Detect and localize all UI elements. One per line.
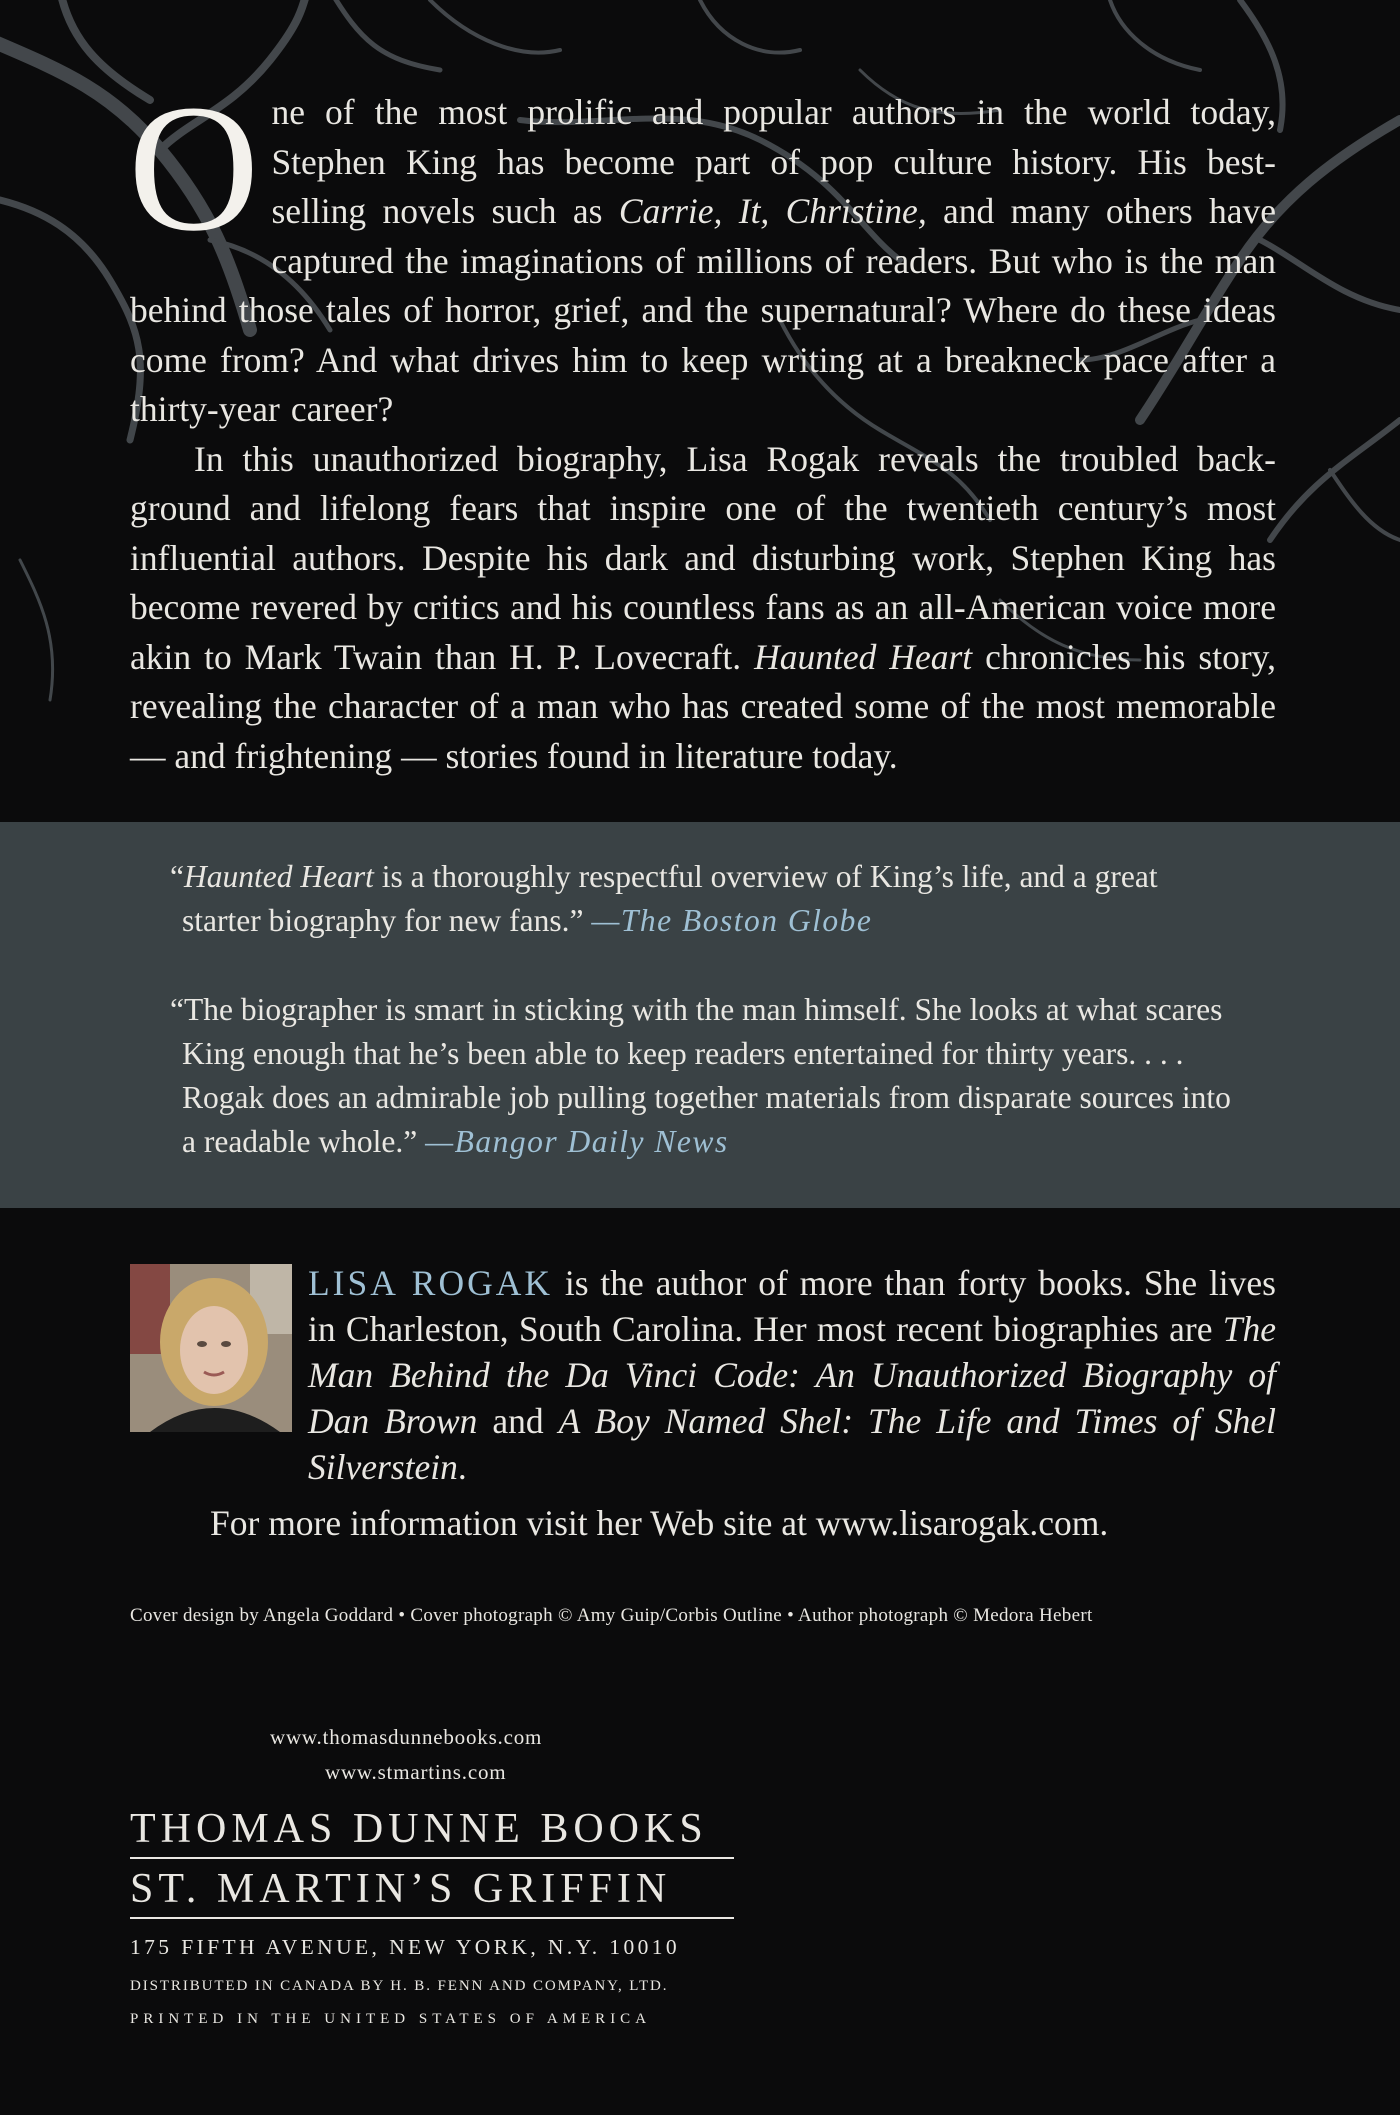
review-quote bbox=[170, 855, 1232, 943]
imprint-st-martins: ST. MARTIN’S GRIFFIN bbox=[130, 1859, 734, 1919]
book-title: Haunted Heart bbox=[754, 636, 973, 677]
photo-spacer bbox=[130, 1260, 308, 1446]
author-bio-text: is the author of more than forty books. She lives in Charleston, South Carolina. Her most recent biographies are bbox=[308, 1263, 1276, 1349]
url-st-martins: www.stmartins.com bbox=[325, 1760, 507, 1784]
author-bio bbox=[130, 1260, 1276, 1490]
publisher-urls bbox=[270, 1720, 542, 1790]
website-info: For more information visit her Web site at www.lisarogak.com. bbox=[210, 1503, 1109, 1543]
synopsis bbox=[128, 68, 1277, 781]
review-source: —Bangor Daily News bbox=[425, 1124, 729, 1159]
synopsis-text: In this unauthorized biography, Lisa Rogak reveals the troubled back-ground and lifelong fears that inspire one of the twentieth century’s most influential authors. Despite his dark and disturbing work, Stephen King has become revered by critics and his countless fans as an all-American voice more akin to Mark Twain than H. P. Lovecraft. bbox=[130, 438, 1276, 677]
synopsis-text: and many others have captured the imaginations of millions of readers. But who is the man behind those tales of horror, grief, and the supernatural? Where do these ideas come from? And what drives him to keep writing at a breakneck pace after a thirty-year career? bbox=[130, 191, 1277, 429]
author-bio-text: . bbox=[457, 1447, 467, 1487]
synopsis-paragraph-1 bbox=[128, 68, 1277, 435]
book-title: A Boy Named Shel: The Life and Times of Shel Silverstein bbox=[308, 1401, 1276, 1487]
book-title: Haunted Heart bbox=[183, 859, 374, 894]
publisher-imprint bbox=[130, 1805, 734, 2028]
printed-in-note: PRINTED IN THE UNITED STATES OF AMERICA bbox=[130, 2011, 652, 2027]
author-name: LISA ROGAK bbox=[308, 1263, 554, 1303]
book-titles: Carrie, It, Christine, bbox=[618, 191, 927, 231]
review-source: —The Boston Globe bbox=[591, 903, 873, 938]
publisher-address: 175 FIFTH AVENUE, NEW YORK, N.Y. 10010 bbox=[130, 1935, 681, 1959]
synopsis-text: chronicles his story, revealing the character of a man who has created some of the most memorable — and frightening — stories found in literature today. bbox=[130, 636, 1276, 776]
book-title: The Man Behind the Da Vinci Code: An Unauthorized Biography of Dan Brown bbox=[308, 1309, 1276, 1441]
url-thomas-dunne: www.thomasdunnebooks.com bbox=[270, 1725, 543, 1749]
open-quote: “ bbox=[170, 859, 184, 894]
cover-credits: Cover design by Angela Goddard • Cover photograph © Amy Guip/Corbis Outline • Author photograph © Medora Hebert bbox=[130, 1605, 1093, 1626]
imprint-thomas-dunne: THOMAS DUNNE BOOKS bbox=[130, 1805, 734, 1859]
synopsis-text: ne of the most prolific and popular authors in the world today, Stephen King has become part of pop culture history. His best-selling novels such as bbox=[271, 92, 1276, 231]
drop-cap: O bbox=[128, 68, 260, 269]
review-text: is a thoroughly respectful overview of King’s life, and a great starter biography for new fans.” bbox=[182, 859, 1158, 938]
reviews-band bbox=[0, 822, 1400, 1208]
distribution-note: DISTRIBUTED IN CANADA BY H. B. FENN AND COMPANY, LTD. bbox=[130, 1978, 669, 1994]
author-bio-text: and bbox=[477, 1401, 559, 1441]
synopsis-paragraph-2 bbox=[130, 435, 1276, 782]
review-text: “The biographer is smart in sticking with the man himself. She looks at what scares King enough that he’s been able to keep readers entertained for thirty years. . . . Rogak does an admirable job pulling together materials from disparate sources into a readable whole.” bbox=[170, 992, 1231, 1159]
review-quote bbox=[170, 988, 1232, 1164]
